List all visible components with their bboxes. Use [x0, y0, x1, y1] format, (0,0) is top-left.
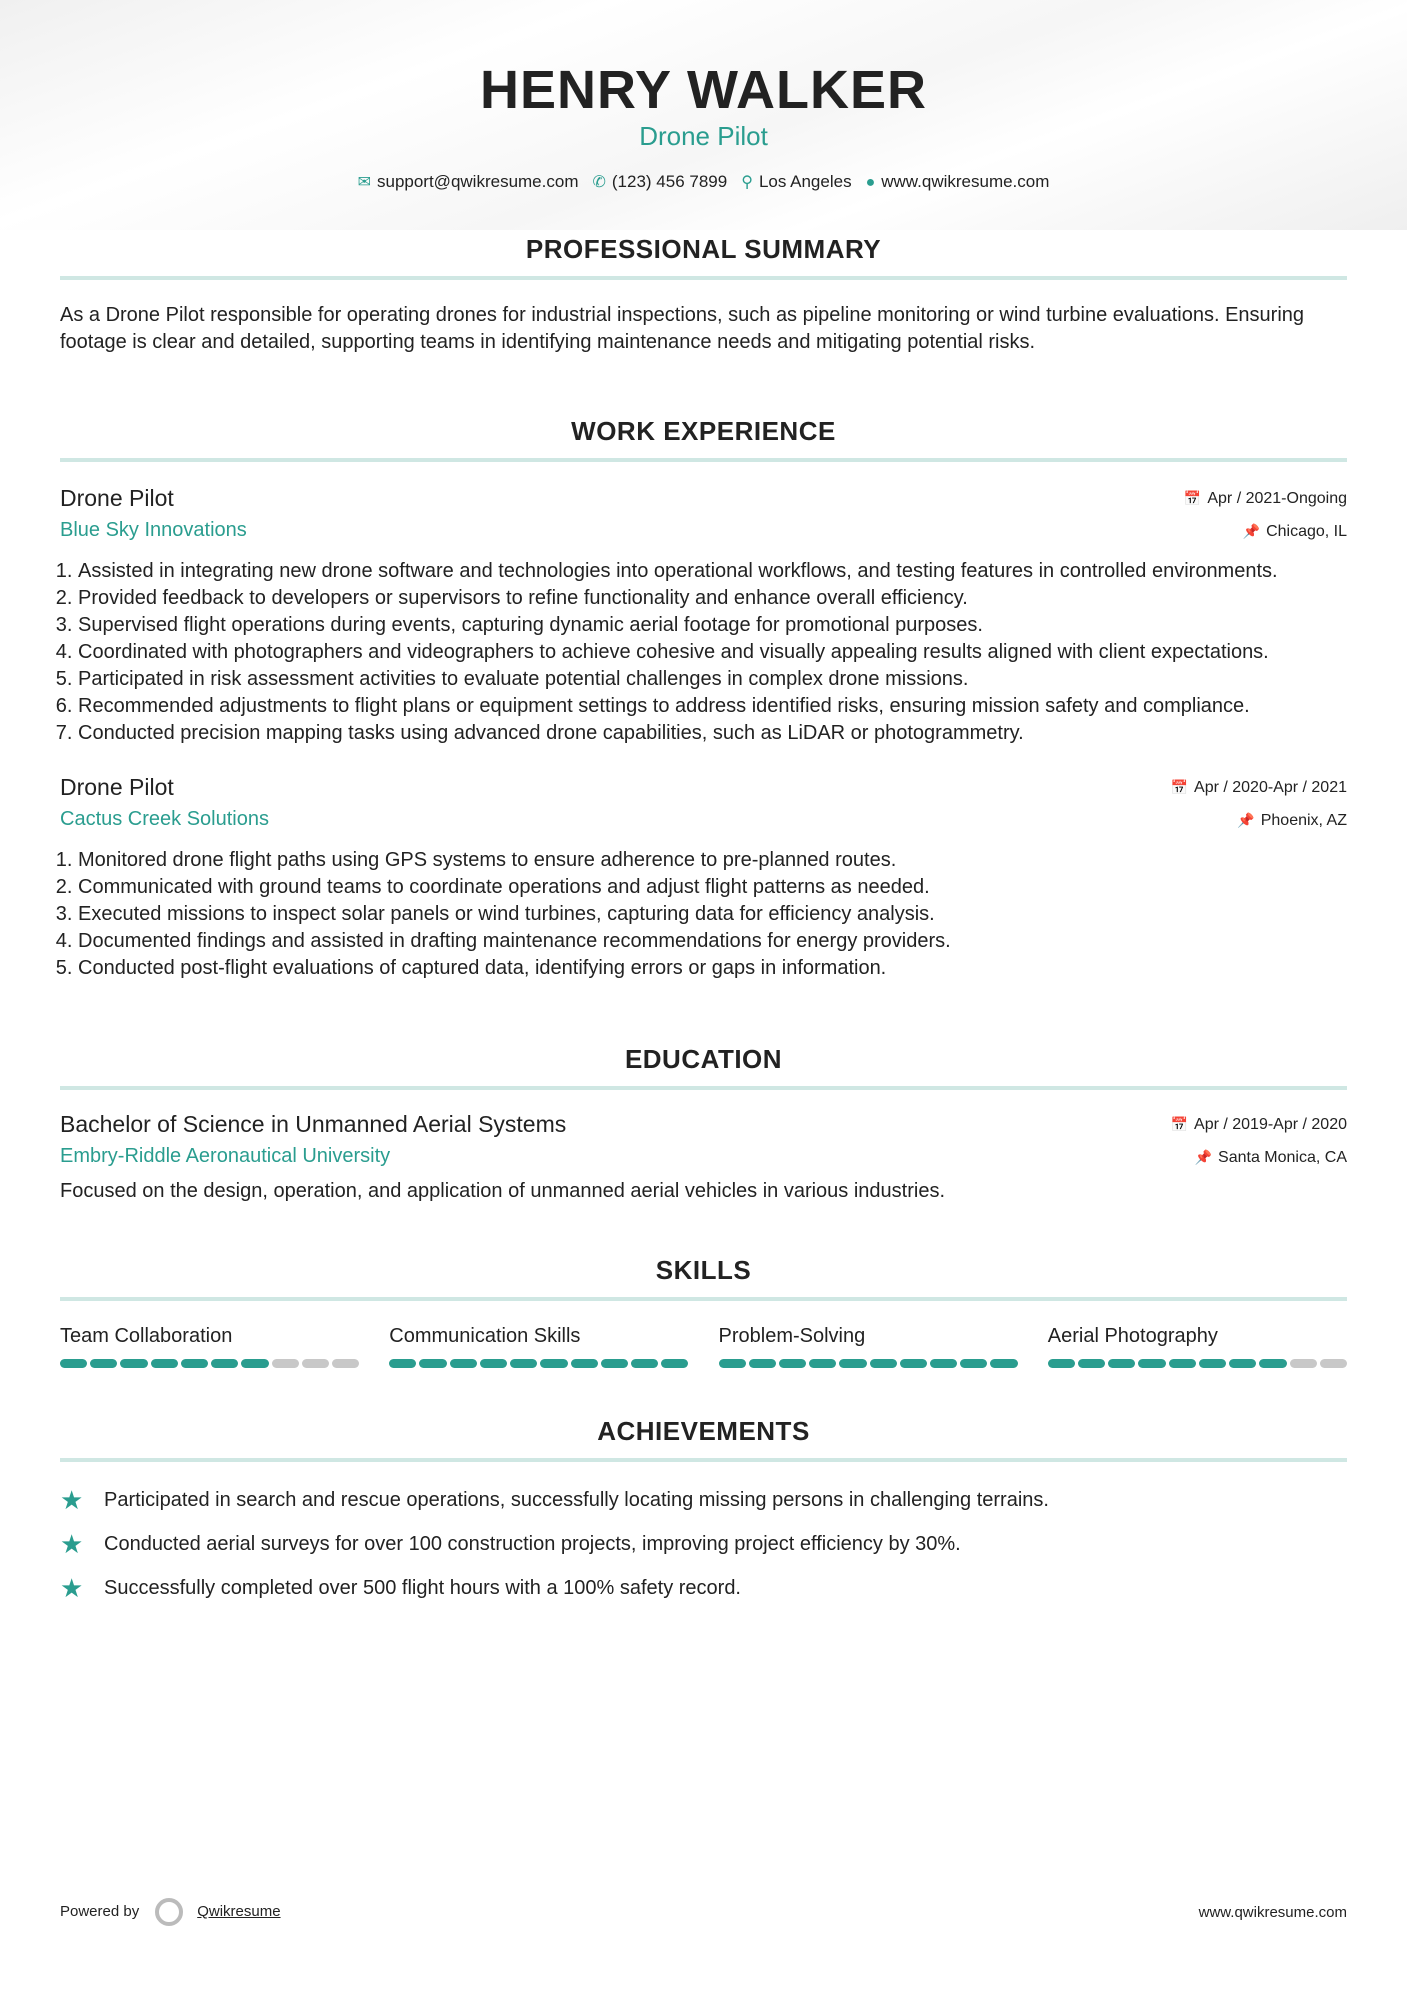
- skill-level-segment: [990, 1359, 1017, 1368]
- calendar-icon: 📅: [1170, 779, 1189, 795]
- skill-level-segment: [661, 1359, 688, 1368]
- phone-icon: ✆: [592, 174, 606, 191]
- skill-level-segment: [510, 1359, 537, 1368]
- candidate-name: HENRY WALKER: [479, 60, 928, 120]
- duty-item: 5. Conducted post-flight evaluations of captured data, identifying errors or gaps in information.: [78, 955, 1347, 982]
- company-name: Cactus Creek Solutions: [60, 808, 269, 830]
- skill-level-segment: [450, 1359, 477, 1368]
- skill-level-bar: [60, 1359, 359, 1368]
- qwikresume-link[interactable]: Qwikresume: [197, 1902, 281, 1920]
- achievement-text: Participated in search and rescue operations, successfully locating missing persons in challenging terrains.: [104, 1488, 1049, 1511]
- website-text: www.qwikresume.com: [881, 172, 1050, 191]
- skill-level-segment: [211, 1359, 238, 1368]
- skill-level-segment: [1290, 1359, 1317, 1368]
- school-name: Embry-Riddle Aeronautical University: [60, 1145, 391, 1167]
- job-location: Chicago, IL: [1266, 523, 1347, 540]
- skill-level-bar: [389, 1359, 688, 1368]
- skill-level-segment: [719, 1359, 746, 1368]
- skill-level-segment: [870, 1359, 897, 1368]
- achievement-item: [60, 1478, 1347, 1522]
- skill-level-segment: [749, 1359, 776, 1368]
- skill-level-segment: [960, 1359, 987, 1368]
- skill-level-segment: [1199, 1359, 1226, 1368]
- envelope-icon: ✉: [357, 174, 371, 191]
- email-contact[interactable]: [358, 172, 579, 192]
- section-divider: [60, 276, 1347, 280]
- skill-level-segment: [181, 1359, 208, 1368]
- education-section: [60, 1042, 1347, 1205]
- contact-bar: [60, 170, 1347, 194]
- skill-level-segment: [1169, 1359, 1196, 1368]
- map-pin-icon: ⚲: [741, 174, 753, 191]
- section-heading: WORK EXPERIENCE: [571, 416, 836, 446]
- skill-level-segment: [601, 1359, 628, 1368]
- section-divider: [60, 1086, 1347, 1090]
- degree-title: Bachelor of Science in Unmanned Aerial Systems: [60, 1111, 567, 1137]
- location-contact: [741, 172, 851, 192]
- duty-item: 4. Documented findings and assisted in drafting maintenance recommendations for energy providers.: [78, 928, 1347, 955]
- pin-icon: 📌: [1242, 523, 1261, 539]
- star-icon: ★: [60, 1528, 84, 1559]
- job-date: Apr / 2021-Ongoing: [1207, 490, 1347, 507]
- job-location: Phoenix, AZ: [1260, 812, 1347, 829]
- duty-item: 2. Provided feedback to developers or supervisors to refine functionality and enhance overall efficiency.: [78, 585, 1347, 612]
- skill-item: [60, 1323, 359, 1368]
- duty-item: 3. Supervised flight operations during events, capturing dynamic aerial footage for promotional purposes.: [78, 612, 1347, 639]
- achievements-section: [60, 1414, 1347, 1610]
- skill-level-segment: [540, 1359, 567, 1368]
- skill-item: [389, 1323, 688, 1368]
- job-title: Drone Pilot: [639, 121, 768, 151]
- skill-level-bar: [1048, 1359, 1347, 1368]
- company-name: Blue Sky Innovations: [60, 519, 247, 541]
- skill-level-segment: [272, 1359, 299, 1368]
- skill-level-segment: [631, 1359, 658, 1368]
- achievement-item: [60, 1566, 1347, 1610]
- pin-icon: 📌: [1237, 812, 1255, 828]
- duty-item: 1. Assisted in integrating new drone software and technologies into operational workflows, and testing features in controlled environments.: [78, 558, 1347, 585]
- powered-by-label: Powered by: [60, 1902, 140, 1920]
- section-heading: PROFESSIONAL SUMMARY: [525, 234, 882, 264]
- calendar-icon: 📅: [1170, 1116, 1189, 1132]
- skill-level-segment: [1138, 1359, 1165, 1368]
- star-icon: ★: [60, 1572, 84, 1603]
- skill-level-segment: [419, 1359, 446, 1368]
- achievement-text: Conducted aerial surveys for over 100 construction projects, improving project efficiency by 30%.: [104, 1532, 961, 1555]
- skill-name: Team Collaboration: [60, 1325, 233, 1347]
- skill-level-segment: [60, 1359, 87, 1368]
- skill-level-segment: [571, 1359, 598, 1368]
- duty-item: 3. Executed missions to inspect solar panels or wind turbines, capturing data for efficiency analysis.: [78, 901, 1347, 928]
- education-description: Focused on the design, operation, and application of unmanned aerial vehicles in various industries.: [60, 1180, 945, 1202]
- section-divider: [60, 1297, 1347, 1301]
- job-entry-title: Drone Pilot: [60, 774, 174, 800]
- skill-level-segment: [302, 1359, 329, 1368]
- skill-level-segment: [930, 1359, 957, 1368]
- achievement-text: Successfully completed over 500 flight hours with a 100% safety record.: [104, 1576, 741, 1599]
- skill-level-segment: [389, 1359, 416, 1368]
- footer: [60, 1898, 1347, 1926]
- job-duties: [60, 558, 1347, 747]
- skill-level-bar: [719, 1359, 1018, 1368]
- achievement-item: [60, 1522, 1347, 1566]
- skill-level-segment: [1229, 1359, 1256, 1368]
- star-icon: ★: [60, 1484, 84, 1515]
- skill-level-segment: [779, 1359, 806, 1368]
- calendar-icon: 📅: [1183, 490, 1202, 506]
- email-text: support@qwikresume.com: [376, 172, 579, 191]
- job-duties: [60, 847, 1347, 982]
- pin-icon: 📌: [1194, 1149, 1213, 1165]
- skill-name: Communication Skills: [389, 1325, 581, 1347]
- phone-contact: [592, 172, 727, 192]
- website-contact[interactable]: [866, 172, 1050, 192]
- globe-icon: ●: [865, 174, 876, 191]
- duty-item: 1. Monitored drone flight paths using GPS systems to ensure adherence to pre-planned routes.: [78, 847, 1347, 874]
- section-heading: EDUCATION: [624, 1044, 783, 1074]
- skill-level-segment: [241, 1359, 268, 1368]
- skill-level-segment: [480, 1359, 507, 1368]
- work-section: [60, 414, 1347, 982]
- skill-name: Problem-Solving: [718, 1325, 866, 1347]
- skill-level-segment: [332, 1359, 359, 1368]
- skill-level-segment: [839, 1359, 866, 1368]
- skill-level-segment: [151, 1359, 178, 1368]
- section-heading: SKILLS: [655, 1255, 752, 1285]
- footer-website[interactable]: www.qwikresume.com: [1198, 1903, 1347, 1921]
- skill-level-segment: [1108, 1359, 1135, 1368]
- skill-level-segment: [809, 1359, 836, 1368]
- skill-level-segment: [120, 1359, 147, 1368]
- skill-name: Aerial Photography: [1047, 1325, 1218, 1347]
- job-entry: [60, 771, 1347, 982]
- job-entry-title: Drone Pilot: [60, 485, 174, 511]
- skill-level-segment: [1048, 1359, 1075, 1368]
- section-divider: [60, 458, 1347, 462]
- skills-section: [60, 1253, 1347, 1368]
- skill-level-segment: [1078, 1359, 1105, 1368]
- summary-section: [60, 232, 1347, 356]
- skill-item: [1048, 1323, 1347, 1368]
- job-entry: [60, 482, 1347, 747]
- section-divider: [60, 1458, 1347, 1462]
- location-text: Los Angeles: [758, 172, 852, 191]
- skill-level-segment: [90, 1359, 117, 1368]
- skill-level-segment: [900, 1359, 927, 1368]
- duty-item: 5. Participated in risk assessment activities to evaluate potential challenges in complex drone missions.: [78, 666, 1347, 693]
- education-location: Santa Monica, CA: [1218, 1149, 1347, 1166]
- phone-text: (123) 456 7899: [611, 172, 728, 191]
- duty-item: 7. Conducted precision mapping tasks using advanced drone capabilities, such as LiDAR or photogrammetry.: [78, 720, 1347, 747]
- skill-item: [719, 1323, 1018, 1368]
- section-heading: ACHIEVEMENTS: [597, 1416, 810, 1446]
- skill-level-segment: [1259, 1359, 1286, 1368]
- skill-level-segment: [1320, 1359, 1347, 1368]
- education-date: Apr / 2019-Apr / 2020: [1194, 1116, 1347, 1133]
- summary-text: As a Drone Pilot responsible for operating drones for industrial inspections, such as pipeline monitoring or wind turbine evaluations. Ensuring footage is clear and detailed, supporting teams in identifying maintenance needs and mitigating potential risks.: [60, 304, 1305, 353]
- duty-item: 2. Communicated with ground teams to coordinate operations and adjust flight patterns as needed.: [78, 874, 1347, 901]
- duty-item: 4. Coordinated with photographers and videographers to achieve cohesive and visually appealing results aligned with client expectations.: [78, 639, 1347, 666]
- job-date: Apr / 2020-Apr / 2021: [1194, 779, 1347, 796]
- duty-item: 6. Recommended adjustments to flight plans or equipment settings to address identified risks, ensuring mission safety and compliance.: [78, 693, 1347, 720]
- qwikresume-logo-icon: [155, 1898, 183, 1926]
